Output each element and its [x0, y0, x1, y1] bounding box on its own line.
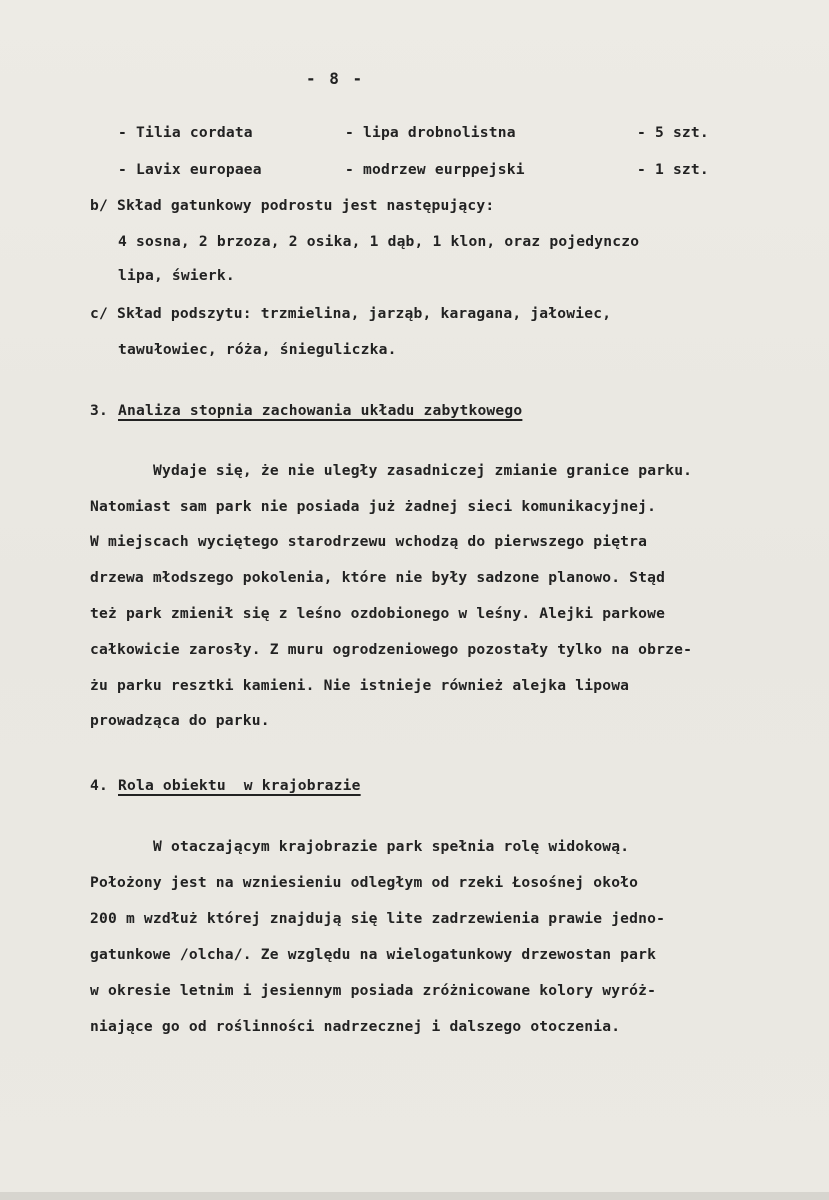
paragraph-line: c/ Skład podszytu: trzmielina, jarząb, karagana, jałowiec,: [90, 305, 612, 322]
paragraph-line: drzewa młodszego pokolenia, które nie były sadzone planowo. Stąd: [90, 569, 666, 586]
species-count: - 1 szt.: [637, 161, 709, 178]
paragraph-line: żu parku resztki kamieni. Nie istnieje również alejka lipowa: [90, 677, 630, 694]
paragraph-line: całkowicie zarosły. Z muru ogrodzeniowego pozostały tylko na obrze-: [90, 641, 693, 658]
paragraph-line: prowadząca do parku.: [90, 712, 270, 729]
species-latin: - Lavix europaea: [118, 161, 262, 178]
paragraph-line: tawułowiec, róża, śnieguliczka.: [118, 341, 397, 358]
paragraph-line: W otaczającym krajobrazie park spełnia rolę widokową.: [153, 838, 630, 855]
species-count: - 5 szt.: [637, 124, 709, 141]
paragraph-line: 4 sosna, 2 brzoza, 2 osika, 1 dąb, 1 klon, oraz pojedynczo: [118, 233, 640, 250]
paragraph-line: b/ Skład gatunkowy podrostu jest następujący:: [90, 197, 495, 214]
paragraph-line: lipa, świerk.: [118, 267, 235, 284]
paragraph-line: niające go od roślinności nadrzecznej i dalszego otoczenia.: [90, 1018, 621, 1035]
paragraph-line: też park zmienił się z leśno ozdobionego w leśny. Alejki parkowe: [90, 605, 666, 622]
paragraph-line: Wydaje się, że nie uległy zasadniczej zmianie granice parku.: [153, 462, 693, 479]
section-number: 3.: [90, 402, 108, 419]
species-latin: - Tilia cordata: [118, 124, 253, 141]
page-bottom-edge: [0, 1192, 829, 1200]
paragraph-line: Natomiast sam park nie posiada już żadnej sieci komunikacyjnej.: [90, 498, 657, 515]
paragraph-line: w okresie letnim i jesiennym posiada zróżnicowane kolory wyróż-: [90, 982, 657, 999]
section-heading: Analiza stopnia zachowania układu zabytkowego: [118, 402, 523, 419]
species-polish: - lipa drobnolistna: [345, 124, 516, 141]
paragraph-line: gatunkowe /olcha/. Ze względu na wielogatunkowy drzewostan park: [90, 946, 657, 963]
paragraph-line: 200 m wzdłuż której znajdują się lite zadrzewienia prawie jedno-: [90, 910, 666, 927]
species-polish: - modrzew eurpρejski: [345, 161, 525, 178]
paragraph-line: W miejscach wyciętego starodrzewu wchodzą do pierwszego piętra: [90, 533, 648, 550]
page-number: - 8 -: [306, 69, 365, 88]
section-number: 4.: [90, 777, 108, 794]
section-heading: Rola obiektu w krajobrazie: [118, 777, 361, 794]
paragraph-line: Położony jest na wzniesieniu odległym od rzeki Łosośnej około: [90, 874, 639, 891]
